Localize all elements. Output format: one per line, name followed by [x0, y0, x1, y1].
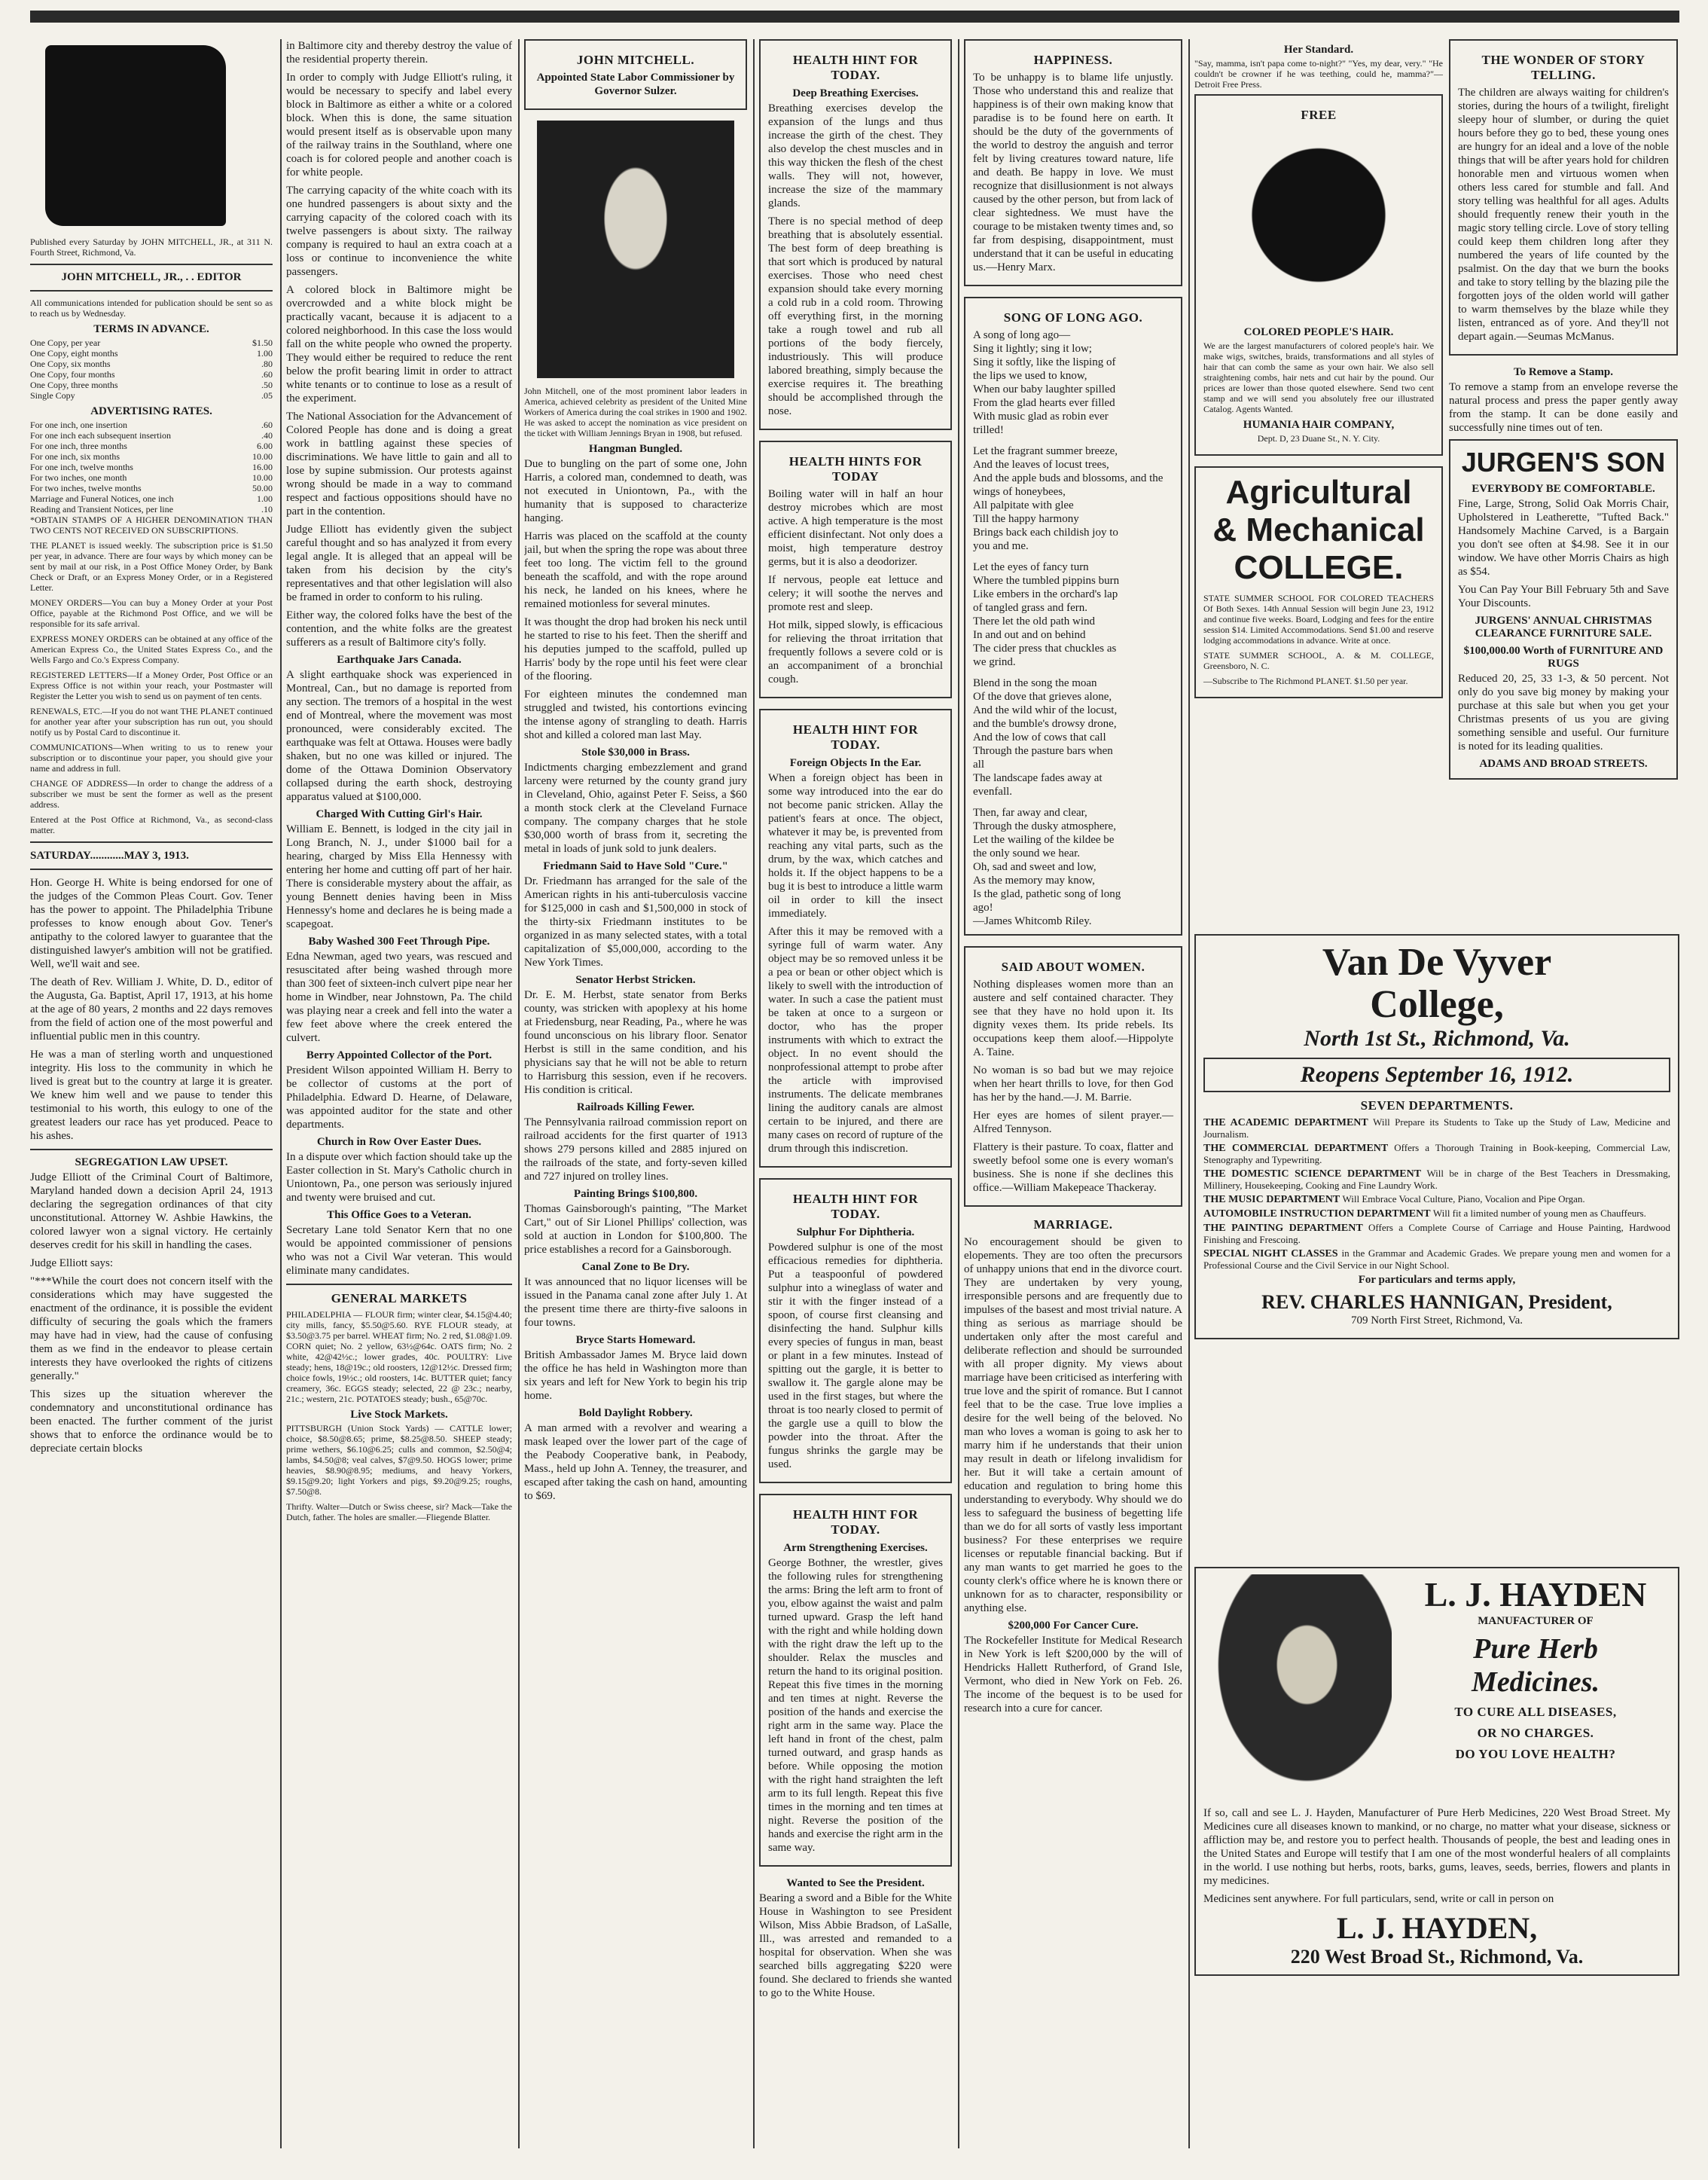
health-hint-text: Breathing exercises develop the expansion of the lungs and thus increase the girth of the chest. They also develop the chest muscles and in this way thicken the flesh of the chest walls. They will not, however, increase the size of the mammary glands. — [768, 102, 943, 209]
ag-text: STATE SUMMER SCHOOL FOR COLORED TEACHERS Of Both Sexes. 14th Annual Session will begin June 23, 1912 and continue five weeks. Board, Lodging and fees for the entire session $14. Limited Accommodations. Send $1.00 and reserve lodging accommodations in advance. Write at once. — [1203, 593, 1434, 646]
terms-price: .50 — [261, 380, 273, 390]
hair-address: Dept. D, 23 Duane St., N. Y. City. — [1257, 433, 1380, 444]
advertising-price: .60 — [261, 420, 273, 430]
terms-row — [30, 359, 273, 369]
change-address-notice: CHANGE OF ADDRESS—In order to change the address of a subscriber we must be sent the former as well as the present address. — [30, 778, 273, 810]
advertising-price: 10.00 — [252, 472, 273, 483]
vdv-department-desc: in the Grammar and Academic Grades. We prepare young men and women for a Professional Course and the Civil Service in our Night School. — [1203, 1247, 1671, 1271]
advertising-row — [30, 430, 273, 441]
dateline: SATURDAY............MAY 3, 1913. — [30, 850, 189, 862]
terms-label: One Copy, eight months — [30, 348, 118, 359]
standard-title: Her Standard. — [1283, 44, 1354, 56]
health-hint-title: HEALTH HINT FOR TODAY. — [792, 1192, 919, 1221]
terms-row — [30, 390, 273, 401]
health-hint-text: After this it may be removed with a syringe full of warm water. Any object may be so removed unless it be a pea or bean or other object which is likely to swell with the introduction of water. In such a case the patient must be taken at once to a surgeon or doctor, who has the proper instruments with which to extract the object. In no event should the nonprofessional attempt to probe after the article with improvised instruments. The delicate membranes lining the auditory canals are almost certain to be injured, and there are many cases on record of rupture of the drum through this indiscretion. — [768, 926, 943, 1155]
ag-address: STATE SUMMER SCHOOL, A. & M. COLLEGE, Greensboro, N. C. — [1203, 650, 1434, 671]
article-paragraph: In order to comply with Judge Elliott's ruling, it would be necessary to specify and label every block in Baltimore as either a white or a colored block. When this is done, the same situation would present itself as is observable upon many of the railway trains in the Southland, where one coach is for colored people and another coach is for white people. — [286, 72, 512, 179]
health-hint-title: HEALTH HINT FOR TODAY. — [792, 53, 919, 82]
happiness-text: To be unhappy is to blame life unjustly. Those who understand this and realize that happiness is of their own making know that paradise is to be found here on earth. It should be the duty of the governments of the world to destroy the anguish and terror felt by living creatures toward nature, life and death. Be happy in love. We must recognize that disillusionment is not always caused by the other person, but from lack of clear sightedness. We must have the courage to be mistaken twenty times and, so far from despising, disappointment, must understand that it can be useful in educating us.—Henry Marx. — [973, 72, 1173, 273]
poem-line: we grind. — [973, 656, 1016, 668]
vdv-address: 709 North First Street, Richmond, Va. — [1350, 1314, 1523, 1327]
vdv-department-name: THE ACADEMIC DEPARTMENT — [1203, 1117, 1374, 1128]
advertising-label: For two inches, twelve months — [30, 483, 142, 493]
wanted-title: Wanted to See the President. — [786, 1877, 925, 1889]
van-de-vyver-ad — [1194, 934, 1679, 1339]
hangman-text: It was thought the drop had broken his neck until he started to rise to his feet. Then the sheriff and his deputies jumped to the scaffold, pulled up Harris' body by the rope until his feet were clear of the flooring. — [524, 616, 747, 682]
church-text: In a dispute over which faction should take up the Easter collection in St. Mary's Catholic church in Uniontown, Pa., one person was seriously injured and twenty were bruised and cut. — [286, 1151, 512, 1204]
publisher-line: Published every Saturday by JOHN MITCHELL, JR., at 311 N. Fourth Street, Richmond, Va. — [30, 237, 273, 258]
friedmann-title: Friedmann Said to Have Sold "Cure." — [543, 860, 728, 872]
standard-text: "Say, mamma, isn't papa come to-night?" "Yes, my dear, very." "He couldn't be crowner if he was teething, could he, mamma?"—Detroit Free Press. — [1194, 58, 1443, 90]
earthquake-text: A slight earthquake shock was experienced in Montreal, Can., but no damage is reported from any section. The tremors of a hospital in the west end of Montreal, where the movement was most pronounced, were considerably excited. The earthquake was felt at Ottawa. Houses were badly shaken, but no one was killed or injured. The dome of the Ottawa Dominion Observatory collapsed during the earth shock, destroying apparatus valued at $100,000. — [286, 669, 512, 803]
jurgens-text: You Can Pay Your Bill February 5th and Save Your Discounts. — [1458, 584, 1669, 609]
poem-line: In and out and on behind — [973, 629, 1086, 641]
column-rule — [1188, 39, 1190, 2148]
article-paragraph: in Baltimore city and thereby destroy the value of the residential property therein. — [286, 40, 512, 66]
vdv-department-desc: Offers a Complete Course of Carriage and House Painting, Hardwood Finishing and Frescoing. — [1203, 1222, 1670, 1245]
herbst-text: Dr. E. M. Herbst, state senator from Berks county, was stricken with apoplexy at his home at Friedensburg, near Reading, Pa., where he was found unconscious on his library floor. Senator Herbst is still in the same condition, and his physicians say that he will not be able to return to Harrisburg this session, even if he recovers. His condition is critical. — [524, 989, 747, 1096]
story-telling-title: THE WONDER OF STORY TELLING. — [1481, 53, 1645, 82]
happiness-title: HAPPINESS. — [1033, 53, 1113, 67]
poem-line: ago! — [973, 902, 993, 914]
berry-title: Berry Appointed Collector of the Port. — [306, 1049, 493, 1061]
poem-line: The landscape fades away at — [973, 772, 1103, 784]
health-hint-text: Hot milk, sipped slowly, is efficacious for relieving the throat irritation that frequently follows a severe cold or is an accompaniment of a bronchial cough. — [768, 619, 943, 685]
poem-line: Like embers in the orchard's lap — [973, 588, 1118, 600]
hayden-mfr: MANUFACTURER OF — [1478, 1615, 1594, 1627]
women-quote: No woman is so bad but we may rejoice when her heart thrills to love, for then God has her by the hand.—J. M. Barrie. — [973, 1064, 1173, 1104]
cancer-title: $200,000 For Cancer Cure. — [1008, 1620, 1139, 1632]
vdv-department-desc: Will fit a limited number of young men as Chauffeurs. — [1432, 1208, 1646, 1219]
poem-line: Then, far away and clear, — [973, 807, 1087, 819]
hayden-name-footer: L. J. HAYDEN, — [1336, 1911, 1538, 1945]
poem-line: The cider press that chuckles as — [973, 643, 1117, 655]
friedmann-text: Dr. Friedmann has arranged for the sale of the American rights in his anti-tuberculosis vaccine for $125,000 in cash and $1,500,000 in stock of the thirty-six Friedmann institutes to be organized in as many selected states, with a total capitalization of $5,000,000, according to the New York Times. — [524, 875, 747, 969]
masthead-image — [45, 45, 226, 226]
vdv-departments — [1203, 1116, 1670, 1271]
editorial-paragraph: He was a man of sterling worth and unquestioned integrity. His loss to the community in which he lived is great but to the country at large it is greater. We knew him well and we pause to tender this testimonial to his worth, this eulogy to one of the greatest leaders our race has yet produced. Peace to his ashes. — [30, 1049, 273, 1142]
column-4 — [759, 39, 952, 2004]
hayden-pure: Pure Herb — [1473, 1633, 1598, 1665]
money-orders-notice: MONEY ORDERS—You can buy a Money Order at your Post Office, payable at the Richmond Post Office, and we will be responsible for its safe arrival. — [30, 597, 273, 629]
live-stock-text: PITTSBURGH (Union Stock Yards) — CATTLE lower; choice, $8.50@8.65; prime, $8.25@8.50. SHEEP steady; prime wethers, $6.10@6.25; culls and common, $2.50@4; lambs, $4.50@8; veal calves, $7@9.50. HOGS lower; prime heavies, $8.90@8.95; mediums, and heavy Yorkers, $9.15@9.20; light Yorkers and pigs, $9.20@9.25; roughs, $7.50@8. — [286, 1423, 512, 1497]
advertising-label: For one inch, twelve months — [30, 462, 133, 472]
hayden-text: If so, call and see L. J. Hayden, Manufacturer of Pure Herb Medicines, 220 West Broad Street. My Medicines cure all diseases known to mankind, or no charge, no matter what your disease, sickness or affliction may be, and restore you to perfect health. Thousands of people, the best and leading ones in the United States and Europe will testify that I am one of the most wonderful healers of all complaints in the world. I use nothing but herbs, roots, barks, gums, leaves, seeds, berries, flowers and plants in my medicines. — [1203, 1807, 1670, 1887]
advertising-label: For one inch, three months — [30, 441, 127, 451]
jurgens-address: ADAMS AND BROAD STREETS. — [1479, 758, 1648, 770]
poem-line — [973, 553, 1173, 560]
health-hint-text: George Bothner, the wrestler, gives the following rules for strengthening the arms: Bring the left arm to front of you, elbow against the waist and palm turned upward. Grasp the left hand with the right and while holding down with the right draw the left up to the shoulder. Relax the muscles and return the hand to its original position. Repeat this five times in the morning and ten times at night. Reverse the position of the hands and exercise the right arm in the same way. Place the left hand in front of the chest, palm turned outward, and grasp hands as before. While opposing the motion with the right hand straighten the left arm to its full length. Repeat this five times in the morning and ten times at night. Reverse the position of the hands and exercise the right arm in the same way. — [768, 1557, 944, 1854]
poem-line: Brings back each childish joy to — [973, 527, 1118, 539]
health-hint-subtitle: Deep Breathing Exercises. — [792, 87, 919, 99]
hayden-cure: OR NO CHARGES. — [1477, 1726, 1594, 1740]
terms-price: .60 — [261, 369, 273, 380]
office-text: Secretary Lane told Senator Kern that no one would be appointed commissioner of pensions who was not a Civil War veteran. This would eliminate many candidates. — [286, 1224, 512, 1277]
office-title: This Office Goes to a Veteran. — [327, 1209, 471, 1221]
mitchell-caption: John Mitchell, one of the most prominent labor leaders in America, achieved celebrity as president of the United Mine Workers of America during the coal strikes in 1900 and 1902. He was asked to accept the nomination as vice president on the ticket with William Jennings Bryan in 1908, but refused. — [524, 386, 747, 438]
advertising-row — [30, 504, 273, 514]
poem-line: and the bumble's drowsy drone, — [973, 718, 1117, 730]
column-1 — [30, 39, 273, 1460]
thrifty-joke: Thrifty. Walter—Dutch or Swiss cheese, sir? Mack—Take the Dutch, father. The holes are smaller.—Fliegende Blatter. — [286, 1501, 512, 1522]
railroads-text: The Pennsylvania railroad commission report on railroad accidents for the first quarter of 1913 shows 279 persons killed and 2885 injured on the railroads of the state, and forty-seven killed and 727 injured on trolley lines. — [524, 1116, 747, 1183]
poem-line: Till the happy harmony — [973, 513, 1079, 525]
terms-price: 1.00 — [257, 348, 273, 359]
hayden-question: DO YOU LOVE HEALTH? — [1455, 1747, 1616, 1761]
advertising-row — [30, 441, 273, 451]
poem-line: As the memory may know, — [973, 875, 1095, 887]
painting-text: Thomas Gainsborough's painting, "The Market Cart," out of Sir Lionel Phillips' collection, was sold at auction in London for $100,800. The price establishes a record for a Gainsborough. — [524, 1203, 747, 1256]
vdv-department-desc: Will be in charge of the Best Teachers in Dressmaking, Millinery, Housekeeping, Cooking and Fine Laundry Work. — [1203, 1168, 1670, 1191]
vdv-department-desc: Will Prepare its Students to Take up the Study of Law, Medicine and Journalism. — [1203, 1116, 1670, 1140]
poem-line: Is the glad, pathetic song of long — [973, 888, 1121, 900]
terms-label: One Copy, per year — [30, 337, 101, 348]
hangman-text: Due to bungling on the part of some one, John Harris, a colored man, condemned to death, was not executed in Uniontown, Pa., with the humanity that is supposed to characterize hanging. — [524, 458, 747, 524]
health-hint-subtitle: Sulphur For Diphtheria. — [796, 1226, 915, 1238]
advertising-row — [30, 451, 273, 462]
live-stock-title: Live Stock Markets. — [350, 1409, 448, 1421]
wanted-text: Bearing a sword and a Bible for the White House in Washington to see President Wilson, Miss Abbie Bradson, of LaSalle, Ill., was arrested and remanded to a hospital for observation. When she was searched bills aggregating $220 were found. She declared to friends she wanted to go to the White House. — [759, 1892, 952, 1999]
poem-line: There let the old path wind — [973, 615, 1096, 627]
column-rule — [518, 39, 520, 2148]
hair-ad-image — [1228, 130, 1409, 319]
hair-company: HUMANIA HAIR COMPANY, — [1243, 419, 1395, 431]
poem-line: All palpitate with glee — [973, 499, 1074, 511]
terms-title: TERMS IN ADVANCE. — [93, 323, 209, 335]
ag-heading: Agricultural — [1225, 474, 1412, 511]
advertising-row — [30, 472, 273, 483]
hair-text: We are the largest manufacturers of colored people's hair. We make wigs, switches, braids, transformations and all styles of hair that can comb the same as your own hair. We also sell straightening combs, hair nets and cut hair by the pound. Our prices are lower than those quoted elsewhere. Send two cent stamp and we will send you absolutely free our illustrated Catalog. Agents Wanted. — [1203, 340, 1434, 414]
advertising-row — [30, 420, 273, 430]
women-title: SAID ABOUT WOMEN. — [1001, 960, 1145, 974]
vdv-president: REV. CHARLES HANNIGAN, President, — [1261, 1291, 1612, 1313]
editor-line: JOHN MITCHELL, JR., . . EDITOR — [61, 271, 242, 283]
jurgens-subtitle: EVERYBODY BE COMFORTABLE. — [1472, 483, 1655, 495]
column-2 — [286, 39, 512, 1527]
poem-line: Let the fragrant summer breeze, — [973, 445, 1118, 457]
poem-line: When our baby laughter spilled — [973, 383, 1116, 395]
poem-line: And the leaves of locust trees, — [973, 459, 1109, 471]
vdv-department — [1203, 1247, 1670, 1271]
health-hint-title: HEALTH HINTS FOR TODAY — [788, 454, 923, 484]
earthquake-title: Earthquake Jars Canada. — [337, 654, 462, 666]
advertising-price: 10.00 — [252, 451, 273, 462]
poem-line: you and me. — [973, 540, 1029, 552]
song-title: SONG OF LONG AGO. — [1003, 310, 1143, 325]
health-hint-title: HEALTH HINT FOR TODAY. — [792, 722, 919, 752]
markets-title: GENERAL MARKETS — [331, 1291, 468, 1305]
poem-line: Blend in the song the moan — [973, 677, 1097, 689]
ag-heading: COLLEGE. — [1234, 549, 1404, 586]
terms-price: .05 — [261, 390, 273, 401]
segregation-paragraph: Judge Elliott of the Criminal Court of Baltimore, Maryland handed down a decision April 24, 1913 declaring the segregation ordinances of that city unconstitutional. Attorney W. Ashbie Hawkins, the colored lawyer won a signal victory. He certainly deserves credit for his skill in handling the cases. — [30, 1171, 273, 1251]
advertising-row — [30, 493, 273, 504]
poem-line: Let the wailing of the kildee be — [973, 834, 1115, 846]
robbery-text: A man armed with a revolver and wearing a mask leaped over the lower part of the cage of the Peabody Cooperative bank, in Peabody, Mass., held up John A. Tenney, the treasurer, and escaped after taking the cash on hand, amounting to $69. — [524, 1422, 747, 1502]
story-telling-text: The children are always waiting for children's stories, during the hours of a twilight, firelight sleepy hour of slumber, or during the quiet hours before they go to bed, these young ones are hungry for an ideal and a love of the noble things that will be after years hold for children honorable men and virtuous women when others less cared for stumble and fall. And story telling was healthful for all ages. Adults should frequently renew their youth in the magic story telling circle. Love of story telling could keep them children long after they numbered the years of life counted by the psalmist. On the day that we burn the books and take to story telling by the blazing pile the forgotten joys of the olden world will gather to warm themselves by the blaze while they listen, entranced as of yore. And they'll not depart again.—Seumas McManus. — [1458, 87, 1669, 343]
article-paragraph: A colored block in Baltimore might be overcrowded and a white block might be practically vacant, because it is adjacent to a colored neighborhood. In this case the loss would fall on the white people who owned the property. They would either be required to reduce the rent below the profit bearing limit in order to attract white tenants or to continue to lose as a result of the experiment. — [286, 284, 512, 405]
jurgens-sale-amount: $100,000.00 Worth of FURNITURE AND RUGS — [1463, 645, 1664, 670]
health-hint-text: Boiling water will in half an hour destroy microbes which are most active. A high temperature is the most efficient disinfectant. Not only does a moist, high temperature destroy germs, but it is also a deodorizer. — [768, 488, 943, 568]
cancer-text: The Rockefeller Institute for Medical Research in New York is left $200,000 by the will of Hendricks Hallett Rutherford, of Grand Isle, Vermont, who died in New York on Feb. 26. The income of the bequest is to be used for research into a cure for cancer. — [964, 1635, 1182, 1714]
entered-notice: Entered at the Post Office at Richmond, Va., as second-class matter. — [30, 814, 273, 835]
hair-title: COLORED PEOPLE'S HAIR. — [1243, 326, 1394, 338]
page-header-bar — [30, 11, 1679, 23]
segregation-title: SEGREGATION LAW UPSET. — [75, 1156, 228, 1168]
poem-line: From the glad hearts ever filled — [973, 397, 1115, 409]
advertising-label: For one inch, six months — [30, 451, 120, 462]
advertising-row — [30, 483, 273, 493]
mitchell-portrait — [537, 121, 734, 378]
hayden-ad — [1194, 1567, 1679, 1976]
column-6 — [1194, 39, 1443, 709]
column-7 — [1449, 39, 1678, 790]
segregation-paragraph: Judge Elliott says: — [30, 1257, 113, 1269]
hayden-name: L. J. HAYDEN — [1424, 1575, 1647, 1614]
poem-line: all — [973, 759, 984, 771]
vdv-heading: College, — [1370, 983, 1504, 1026]
song-poem — [973, 328, 1173, 928]
vdv-department — [1203, 1193, 1670, 1205]
brass-text: Indictments charging embezzlement and grand larceny were returned by the county grand jury in Cleveland, Ohio, against Peter F. Seiss, a $60 a month stock clerk at the Cleveland Furnace company. The company charges that he stole $30,000 worth of brass from it, secreting the metal in loads of junk sold to junk dealers. — [524, 762, 747, 855]
terms-label: One Copy, six months — [30, 359, 111, 369]
bryce-text: British Ambassador James M. Bryce laid down the office he has held in Washington more than six years and left for New York to begin his trip home. — [524, 1349, 747, 1402]
communications-notice: COMMUNICATIONS—When writing to us to renew your subscription or to discontinue your paper, you should give your name and address in full. — [30, 742, 273, 774]
advertising-price: 6.00 — [257, 441, 273, 451]
poem-line: of tangled grass and fern. — [973, 602, 1088, 614]
railroads-title: Railroads Killing Fewer. — [576, 1101, 695, 1113]
vdv-department — [1203, 1142, 1670, 1165]
stamps-notice: *OBTAIN STAMPS OF A HIGHER DENOMINATION THAN TWO CENTS NOT RECEIVED ON SUBSCRIPTIONS. — [30, 514, 273, 536]
bryce-title: Bryce Starts Homeward. — [575, 1334, 696, 1346]
vdv-department-desc: Offers a Thorough Training in Book-keeping, Commercial Law, Stenography and Typewriting. — [1203, 1142, 1671, 1165]
girl-hair-title: Charged With Cutting Girl's Hair. — [316, 808, 483, 820]
baby-title: Baby Washed 300 Feet Through Pipe. — [308, 936, 490, 948]
brass-title: Stole $30,000 in Brass. — [581, 747, 690, 759]
vdv-department-name: SPECIAL NIGHT CLASSES — [1203, 1248, 1342, 1259]
jurgens-text: Fine, Large, Strong, Solid Oak Morris Chair, Upholstered in Leatherette, "Tufted Back." Handsomely Machine Carved, is a Bargain you don't see often at $4.98. See it in our window. We have other Morris Chairs as high as $54. — [1458, 498, 1669, 578]
terms-row — [30, 337, 273, 348]
health-hint-subtitle: Arm Strengthening Exercises. — [783, 1542, 928, 1554]
vdv-department — [1203, 1116, 1670, 1140]
subscribe-notice: —Subscribe to The Richmond PLANET. $1.50 per year. — [1203, 676, 1408, 686]
column-3 — [524, 39, 747, 1507]
poem-line: trilled! — [973, 424, 1004, 436]
vdv-department-name: AUTOMOBILE INSTRUCTION DEPARTMENT — [1203, 1208, 1433, 1220]
vdv-department — [1203, 1222, 1670, 1245]
jurgens-text: Reduced 20, 25, 33 1-3, & 50 percent. Not only do you save big money by making your purchase at this sale but when you get your Christmas presents of us you are giving something sensible and useful. Our furniture is noted for its leading qualities. — [1458, 673, 1669, 753]
baby-text: Edna Newman, aged two years, was rescued and resuscitated after being washed through more than 300 feet of sixteen-inch culvert pipe near her home in Windber, near Johnstown, Pa. The child was playing near a creek and fell into the water a few feet above where the creek entered the culvert. — [286, 951, 512, 1044]
editorial-paragraph: The death of Rev. William J. White, D. D., editor of the Augusta, Ga. Baptist, April 17, 1913, at his home at the age of 80 years, 2 months and 22 days removes from the field of action one of the most powerful and influential public men in this country. — [30, 976, 273, 1043]
column-rule — [958, 39, 959, 2148]
poem-line — [973, 798, 1173, 806]
vdv-heading: Van De Vyver — [1322, 941, 1552, 984]
robbery-title: Bold Daylight Robbery. — [578, 1407, 693, 1419]
advertising-list — [30, 420, 273, 514]
advertising-label: For one inch, one insertion — [30, 420, 127, 430]
hayden-cure: TO CURE ALL DISEASES, — [1454, 1705, 1617, 1719]
poem-line: Through the dusky atmosphere, — [973, 820, 1116, 832]
hangman-title: Hangman Bungled. — [588, 443, 683, 455]
advertising-label: Marriage and Funeral Notices, one inch — [30, 493, 174, 504]
poem-line: Through the pasture bars when — [973, 745, 1113, 757]
vdv-seven: SEVEN DEPARTMENTS. — [1360, 1098, 1514, 1113]
segregation-paragraph: This sizes up the situation wherever the condemnatory and unconstitutional ordinance has been enacted. The further comment of the jurist shows that to enforce the ordinance would be to depreciate certain blocks — [30, 1388, 273, 1455]
health-hint-text: If nervous, people eat lettuce and celery; it will soothe the nerves and promote rest and sleep. — [768, 574, 943, 613]
editorial-paragraph: Hon. George H. White is being endorsed for one of the judges of the Common Pleas Court. Gov. Tener has the power to appoint. The Philadelphia Tribune professes to know enough about Gov. Tener's antipathy to the colored lawyer to guarantee that the distinguished lawyer's ambition will not be gratified. Well, we'll wait and see. — [30, 877, 273, 970]
column-rule — [280, 39, 282, 2148]
poem-line: the lips we used to know, — [973, 370, 1087, 382]
markets-text: PHILADELPHIA — FLOUR firm; winter clear, $4.15@4.40; city mills, fancy, $5.50@5.60. RYE FLOUR steady, at $3.50@3.75 per barrel. WHEAT firm; No. 2 red, $1.08@1.09. CORN quiet; No. 2 yellow, 63½@64c. OATS firm; No. 2 white, 42@42½c.; lower grades, 40c. POULTRY: Live steady; hens, 18@19c.; old roosters, 12@12½c. Dressed firm; choice fowls, 19½c.; old roosters, 14c. BUTTER quiet; fancy creamery, 36c. EGGS steady; selected, 22 @ 23c.; nearby, 21c.; western, 21c. POTATOES steady; bush., 65@70c. — [286, 1309, 512, 1404]
poem-line — [973, 437, 1173, 444]
terms-row — [30, 369, 273, 380]
painting-title: Painting Brings $100,800. — [573, 1188, 698, 1200]
vdv-terms: For particulars and terms apply, — [1358, 1274, 1516, 1286]
terms-label: One Copy, four months — [30, 369, 115, 380]
poem-line: And the apple buds and blossoms, and the wings of honeybees, — [973, 472, 1164, 498]
poem-line: Oh, sad and sweet and low, — [973, 861, 1096, 873]
herbst-title: Senator Herbst Stricken. — [575, 974, 696, 986]
health-hint-subtitle: Foreign Objects In the Ear. — [789, 757, 922, 769]
poem-line: And the wild whir of the locust, — [973, 704, 1118, 716]
poem-line: evenfall. — [973, 786, 1013, 798]
poem-line: Let the eyes of fancy turn — [973, 561, 1089, 573]
free-label: FREE — [1301, 108, 1337, 122]
canal-title: Canal Zone to Be Dry. — [581, 1261, 690, 1273]
advertising-label: For two inches, one month — [30, 472, 127, 483]
article-paragraph: The National Association for the Advancement of Colored People has done and is doing a great work in battling against these species of discriminations. We have little to gain and all to lose by supine submission. Our protests against wrong should be made in a way to command respect and factious oppositions should have no part in the contention. — [286, 411, 512, 518]
hangman-text: For eighteen minutes the condemned man struggled and twisted, his contortions evincing the intense agony of strangling to death. Harris shot and killed a colored man last May. — [524, 689, 747, 741]
poem-line: And the low of cows that call — [973, 731, 1106, 743]
express-notice: EXPRESS MONEY ORDERS can be obtained at any office of the American Express Co., the United States Express Co., and the Wells Fargo and Co.'s Express Company. — [30, 634, 273, 665]
church-title: Church in Row Over Easter Dues. — [316, 1136, 482, 1148]
column-5 — [964, 39, 1182, 1720]
vdv-department-name: THE PAINTING DEPARTMENT — [1203, 1223, 1369, 1234]
poem-line: Sing it lightly; sing it low; — [973, 343, 1092, 355]
vdv-reopens: Reopens September 16, 1912. — [1203, 1058, 1670, 1092]
hayden-text: Medicines sent anywhere. For full particulars, send, write or call in person on — [1203, 1893, 1554, 1905]
women-quote: Flattery is their pasture. To coax, flatter and sweetly befool some one is every woman's business. She is none if she declines this office.—William Makepeace Thackeray. — [973, 1141, 1173, 1194]
vdv-department-name: THE COMMERCIAL DEPARTMENT — [1203, 1143, 1395, 1154]
jurgens-sale-title: JURGENS' ANNUAL CHRISTMAS CLEARANCE FURNITURE SALE. — [1475, 615, 1652, 640]
vdv-address-heading: North 1st St., Richmond, Va. — [1304, 1026, 1570, 1051]
vdv-department-name: THE MUSIC DEPARTMENT — [1203, 1194, 1343, 1205]
advertising-title: ADVERTISING RATES. — [90, 405, 212, 417]
health-hint-text: Powdered sulphur is one of the most efficacious remedies for diphtheria. Put a teaspoonful of powdered sulphur into a wineglass of water and stir it with the finger instead of a spoon, of course first cleansing and disinfecting the hand. Sulphur kills every species of fungus in man, beast or plant in a few minutes. Instead of spitting out the gargle, it is better to swallow it. The gargle alone may be used in the first stages, but where the throat is too nearly closed to permit of the gargle use a quill to blow the powder into the throat. After the fungus shrinks the gargle may be used. — [768, 1241, 943, 1470]
marriage-title: MARRIAGE. — [1033, 1217, 1113, 1232]
poem-line — [973, 669, 1173, 676]
poem-line: Where the tumbled pippins burn — [973, 575, 1120, 587]
article-paragraph: Either way, the colored folks have the best of the contention, and the white folks are the greatest sufferers as a result of Baltimore city's folly. — [286, 609, 512, 649]
planet-notice: THE PLANET is issued weekly. The subscription price is $1.50 per year, in advance. There are four ways by which money can be sent by mail at our risk, in a Post Office Money Order, by Bank Check or Draft, or an Express Money Order, or in a Registered Letter. — [30, 540, 273, 593]
terms-price: .80 — [261, 359, 273, 369]
jurgens-heading: JURGEN'S SON — [1461, 447, 1666, 478]
vdv-department-name: THE DOMESTIC SCIENCE DEPARTMENT — [1203, 1168, 1427, 1180]
vdv-department-desc: Will Embrace Vocal Culture, Piano, Vocalion and Pipe Organ. — [1342, 1193, 1585, 1204]
poem-line: Sing it softly, like the lisping of — [973, 356, 1116, 368]
poem-line: the only sound we hear. — [973, 847, 1081, 859]
poem-line: A song of long ago— — [973, 329, 1071, 341]
terms-label: Single Copy — [30, 390, 75, 401]
vdv-department — [1203, 1208, 1670, 1220]
registered-notice: REGISTERED LETTERS—If a Money Order, Post Office or an Express Office is not within your reach, your Postmaster will Register the Letter you wish to send us on payment of ten cents. — [30, 670, 273, 701]
renewals-notice: RENEWALS, ETC.—If you do not want THE PLANET continued for another year after your subscription has run out, you should notify us by Postal Card to discontinue it. — [30, 706, 273, 737]
stamp-title: To Remove a Stamp. — [1514, 366, 1613, 378]
health-hint-text: There is no special method of deep breathing that is absolutely essential. The best form of deep breathing is that sort which is produced by natural exercises. Those who need chest expansion should take every morning a cold rub in a cold room. Throwing off everything first, in the morning take a rough towel and rub all portions of the body fiercely, industriously. This will produce labored breathing, simply because the exercise requires it. The breathing should be accomplished through the nose. — [768, 215, 943, 417]
advertising-price: 16.00 — [252, 462, 273, 472]
health-hint-title: HEALTH HINT FOR TODAY. — [792, 1507, 919, 1537]
marriage-text: No encouragement should be given to elopements. They are too often the precursors of unhappy unions that end in the divorce court. They are undertaken by very young, irresponsible persons and are frequently due to impulses of the basest and most trivial nature. A thing as serious as marriage should be undertaken only after the most careful and deliberate reflection and should be surrounded with all proper dignity. My views about marriage have been criticised as interfering with true love and the spirit of romance. But I cannot feel that to be the case. True love implies a desire for the well being of the beloved. No man who loves a woman is going to ask her to marry him if he understands that their union may result in death or lifelong invalidism for her. But it will take a certain amount of education and regulation to bring home this understanding to everybody. Why should we do less to safeguard the business of begetting life than we do for all sorts of vastly less important business? For these enterprises we require licenses or reputable financial backing. But if any man wants to get married he goes to the county clerk's office where he is known there or unknown for as to character, responsibility or anything else. — [964, 1236, 1182, 1614]
terms-row — [30, 380, 273, 390]
terms-list — [30, 337, 273, 401]
advertising-label: Reading and Transient Notices, per line — [30, 504, 173, 514]
stamp-text: To remove a stamp from an envelope reverse the natural process and press the paper gently away from the stamp. It can be done easily and successfully nine times out of ten. — [1449, 381, 1678, 434]
berry-text: President Wilson appointed William H. Berry to be collector of customs at the port of Philadelphia. Edward D. Hearne, of Delaware, was appointed auditor for the state and other departments. — [286, 1064, 512, 1131]
article-paragraph: The carrying capacity of the white coach with its one hundred passengers is about sixty and the carrying capacity of the colored coach with its twelve passengers is about sixty. The railway company is required to haul an extra coach at a loss or continue to inconvenience the white passengers. — [286, 185, 512, 278]
advertising-price: 50.00 — [252, 483, 273, 493]
advertising-label: For one inch each subsequent insertion — [30, 430, 171, 441]
hayden-address: 220 West Broad St., Richmond, Va. — [1290, 1946, 1584, 1968]
hayden-portrait — [1203, 1574, 1392, 1800]
women-quote: Nothing displeases women more than an austere and self contained character. They see that they have no hold upon it. Its dignity vexes them. Its pride rebels. Its occupations keep them aloof.—Hippolyte A. Taine. — [973, 979, 1173, 1058]
advertising-row — [30, 462, 273, 472]
canal-text: It was announced that no liquor licenses will be issued in the Panama canal zone after July 1. At the present time there are thirty-five saloons in four towns. — [524, 1276, 747, 1329]
advertising-price: .40 — [261, 430, 273, 441]
hangman-text: Harris was placed on the scaffold at the county jail, but when the spring the rope was about three feet too long. The victim fell to the ground beneath the scaffold, and with the rope around his neck, he landed on his knees, where he remained motionless for several minutes. — [524, 530, 747, 610]
poem-line: —James Whitcomb Riley. — [973, 915, 1092, 927]
vdv-department — [1203, 1168, 1670, 1191]
poem-line: Of the dove that grieves alone, — [973, 691, 1112, 703]
women-quote: Her eyes are homes of silent prayer.—Alfred Tennyson. — [973, 1110, 1173, 1135]
publication-note: All communications intended for publication should be sent so as to reach us by Wednesday. — [30, 298, 273, 319]
hayden-medicines: Medicines. — [1472, 1666, 1600, 1698]
health-hint-text: When a foreign object has been in some way introduced into the ear do not become panic stricken. Allay the patient's fears at once. The object, whatever it may be, is prevented from reaching any vital parts, such as the drum, by the wax, which catches and holds it. If the object happens to be a bug it is best to introduce a little warm oil in order to kill the insect immediately. — [768, 772, 943, 920]
terms-label: One Copy, three months — [30, 380, 118, 390]
terms-row — [30, 348, 273, 359]
article-paragraph: Judge Elliott has evidently given the subject careful thought and so has analyzed it from every legal angle. It is alleged that an appeal will be taken from his decision by the city's representatives and that other legislation will also be framed in order to conform to his ruling. — [286, 524, 512, 603]
column-rule — [753, 39, 755, 2148]
poem-line: With music glad as robin ever — [973, 411, 1109, 423]
ag-heading: & Mechanical — [1212, 511, 1425, 548]
terms-price: $1.50 — [252, 337, 273, 348]
girl-hair-text: William E. Bennett, is lodged in the city jail in Long Branch, N. J., under $1000 bail for a hearing, charged by Miss Ella Hennessy with entering her home and cutting off part of her hair. There is considerable mystery about the affair, as young Bennett denies having been in Miss Hennessy's home and declares he is being made a scapegoat. — [286, 823, 512, 930]
segregation-paragraph: "***While the court does not concern itself with the considerations which may have suggested the enactment of the ordinance, it is possible the evident difficulty of securing the goals which the framers may have had in view, had the cause of confusing them as we find in the endeavor to please certain interests they have overlooked the rights of citizens generally." — [30, 1275, 273, 1382]
advertising-price: .10 — [261, 504, 273, 514]
mitchell-title: JOHN MITCHELL. — [576, 53, 695, 67]
mitchell-subtitle: Appointed State Labor Commissioner by Governor Sulzer. — [536, 72, 735, 97]
advertising-price: 1.00 — [257, 493, 273, 504]
